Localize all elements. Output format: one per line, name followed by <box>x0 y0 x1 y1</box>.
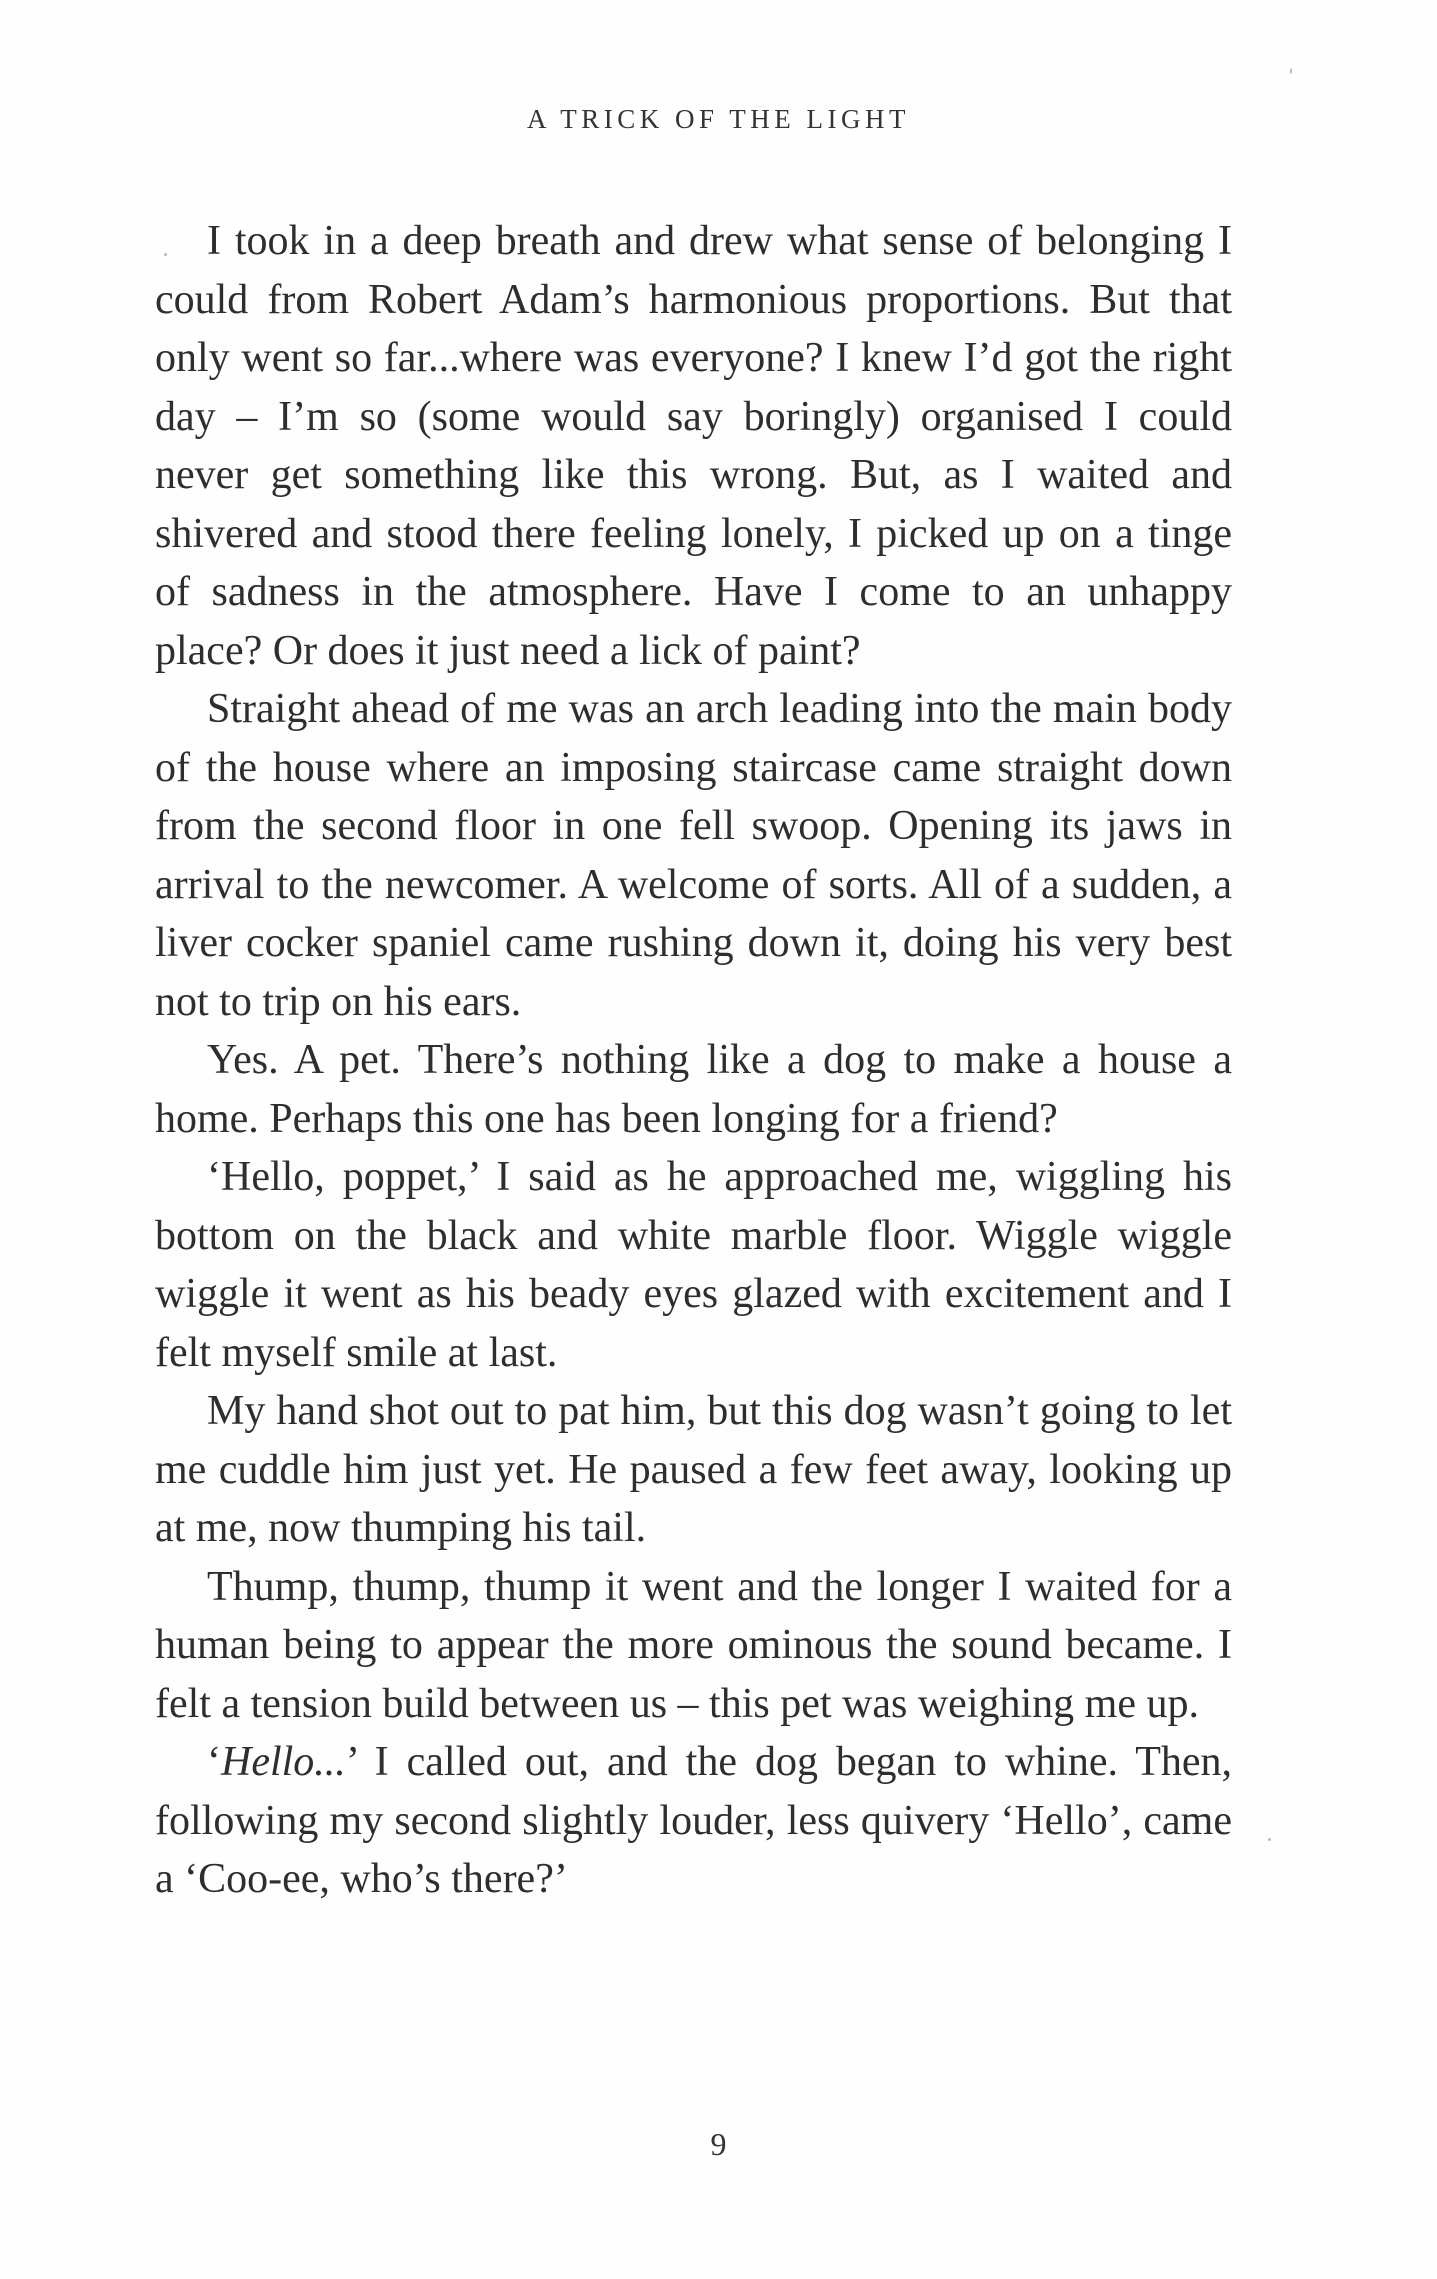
open-quote: ‘ <box>207 1739 221 1785</box>
page-number: 9 <box>710 2126 727 2162</box>
paragraph-3: Yes. A pet. There’s nothing like a dog to make a house a home. Perhaps this one has been longing for a friend? <box>155 1037 1232 1142</box>
italic-hello: Hello... <box>221 1739 346 1785</box>
paragraph-7 <box>155 1733 1232 1909</box>
scan-speck <box>1268 1838 1271 1841</box>
paragraph-7-rest: ’ I called out, and the dog began to whine. Then, following my second slightly louder, less quivery ‘Hello’, came a ‘Coo-ee, who’s there?’ <box>155 1739 1232 1902</box>
scan-speck <box>1290 68 1292 74</box>
paragraph-5: My hand shot out to pat him, but this dog wasn’t going to let me cuddle him just yet. He paused a few feet away, looking up at me, now thumping his tail. <box>155 1388 1232 1551</box>
paragraph-2: Straight ahead of me was an arch leading into the main body of the house where an imposing staircase came straight down from the second floor in one fell swoop. Opening its jaws in arrival to the newcomer. A welcome of sorts. All of a sudden, a liver cocker spaniel came rushing down it, doing his very best not to trip on his ears. <box>155 686 1232 1025</box>
paragraph-6: Thump, thump, thump it went and the longer I waited for a human being to appear the more ominous the sound became. I felt a tension build between us – this pet was weighing me up. <box>155 1563 1232 1727</box>
paragraph-4: ‘Hello, poppet,’ I said as he approached me, wiggling his bottom on the black and white marble floor. Wiggle wiggle wiggle it went as his beady eyes glazed with excitement and I felt myself smile at last. <box>155 1154 1232 1376</box>
body-text <box>155 212 1232 1909</box>
paragraph-1: I took in a deep breath and drew what sense of belonging I could from Robert Adam’s harmonious proportions. But that only went so far...where was everyone? I knew I’d got the right day – I’m so (some would say boringly) organised I could never get something like this wrong. But, as I waited and shivered and stood there feeling lonely, I picked up on a tinge of sadness in the atmosphere. Have I come to an unhappy place? Or does it just need a lick of paint? <box>155 218 1232 674</box>
scan-speck <box>164 253 167 256</box>
running-head: A TRICK OF THE LIGHT <box>526 104 910 134</box>
